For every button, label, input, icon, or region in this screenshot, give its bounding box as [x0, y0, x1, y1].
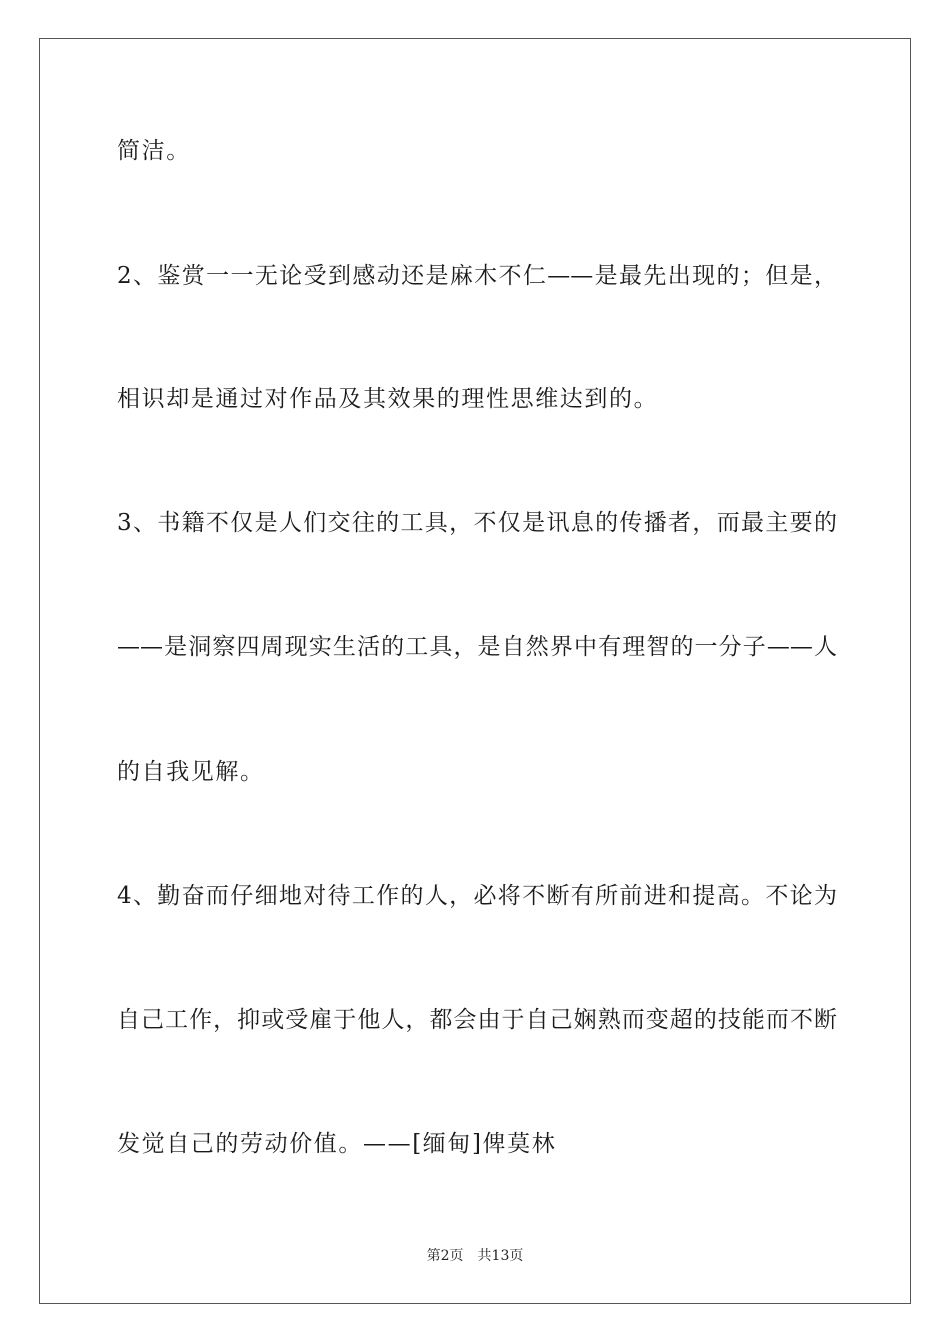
text-line-7: 4、勤奋而仔细地对待工作的人，必将不断有所前进和提高。不论为 [117, 883, 837, 909]
text-line-8: 自己工作，抑或受雇于他人，都会由于自己娴熟而变超的技能而不断 [117, 1007, 837, 1033]
text-line-4: 3、书籍不仅是人们交往的工具，不仅是讯息的传播者，而最主要的 [117, 510, 837, 536]
page-footer [0, 1247, 950, 1265]
page-total: 共13页 [477, 1248, 524, 1264]
text-line-9: 发觉自己的劳动价值。——[缅甸]俾莫林 [117, 1131, 557, 1157]
text-line-5: ——是洞察四周现实生活的工具，是自然界中有理智的一分子——人 [117, 634, 837, 660]
text-line-3: 相识却是通过对作品及其效果的理性思维达到的。 [117, 386, 659, 412]
text-line-2: 2、鉴赏一一无论受到感动还是麻木不仁——是最先出现的；但是， [117, 263, 837, 289]
text-line-6: 的自我见解。 [117, 759, 265, 785]
text-line-1: 简洁。 [117, 138, 191, 164]
page-number: 第2页 [426, 1248, 464, 1264]
page-frame [39, 38, 911, 1304]
